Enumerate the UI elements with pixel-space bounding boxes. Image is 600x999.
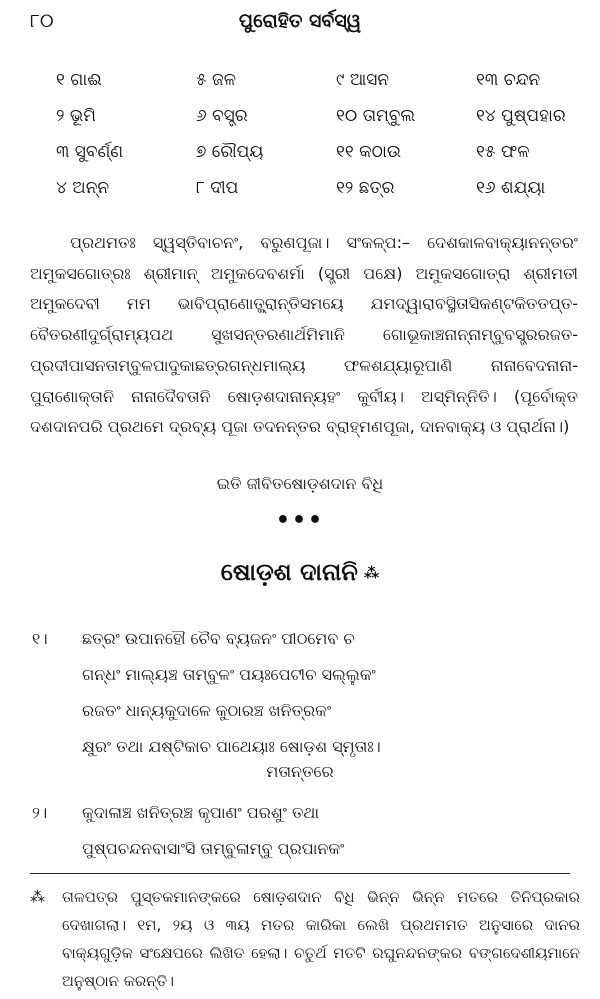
gift-item: ୨ ଭୂମି [56,106,96,126]
verse-line-text: ଗନ୍ଧଂ ମାଲ୍ୟଞ୍ଚ ତାମ୍ବୁଳଂ ପୟଃପେଟୀଚ ସଲ୍ଲୁକଂ [82,665,376,684]
verse-line [30,800,578,826]
verse-line-text: ରଜତଂ ଧାନ୍ୟକୁଦାଳେ କୁଠାରଞ୍ଚ ଖନିତ୍ରକଂ [82,701,332,720]
gift-item: ୧୩ ଚନ୍ଦନ [476,70,541,90]
sub-heading: ଇତି ଜୀବିତଷୋଡ଼ଶଦାନ ବିଧି [216,474,384,493]
page-number: ୮୦ [30,10,54,32]
gift-item: ୯ ଆସନ [336,70,390,90]
footnote-rule [30,873,570,874]
gift-item: ୧୬ ଶଯ୍ୟା [476,178,546,198]
gift-item: ୧୦ ତାମ୍ବୁଲ [336,106,416,126]
verse-line-text: କୁଦାଳାଞ୍ଚ ଖନିତ୍ରଞ୍ଚ କୃପାଣଂ ପରଶୁଂ ତଥା [82,803,320,822]
footnote [30,883,580,995]
running-title: ପୁରୋହିତ ସର୍ବସ୍ୱ [238,10,362,32]
gift-item: ୧୪ ପୁଷ୍ପହାର [476,106,566,126]
procedure-text: ପ୍ରଥମତଃ ସ୍ୱସ୍ତିବାଚନଂ, ବରୁଣପୂଜା। ସଂକଳ୍ପ:– ଦେଶକାଳବାକ୍ୟାନନ୍ତରଂ ଅମୁକସଗୋତ୍ରଃ ଶ୍ରୀମାନ୍ ଅମୁକଦେବଶର୍ମା (ସ୍ତ୍ରୀ ପକ୍ଷେ) ଅମୁକସଗୋତ୍ରା ଶ୍ରୀମତୀ ଅମୁକଦେବୀ ମମ ଭାବିପ୍ରାଣୋତ୍କ୍ରାନ୍ତିସମୟେ ଯମଦ୍ୱାରାବସ୍ଥିତାସିକଣ୍ଟକିତତପ୍ତ-ବୈତରଣୀଦୁର୍ଗ୍ରାମ୍ୟପଥ ସୁଖସନ୍ତରଣାର୍ଥମିମାନି ଗୋଭୂକାଞ୍ଚନାନ୍ନାମ୍ବୁବସ୍ତ୍ରରଜତ-ପ୍ରଦୀପାସନତାମ୍ବୁଳପାଦୁକାଛତ୍ରଗନ୍ଧମାଲ୍ୟ ଫଳଶଯ୍ୟାରୂପାଣି ନାନାବେଦନାନା-ପୁରାଣୋକ୍ତାନି ନାନାଦୈବତାନି ଷୋଡ଼ଶଦାନାନ୍ୟହଂ କୁର୍ବୀୟ। ଅସ୍ମିନ୍ନିତି। (ପୂର୍ବୋକ୍ତ ଦଶଦାନପରି ପ୍ରଥମେ ଦ୍ରବ୍ୟ ପୂଜା ତଦନନ୍ତର ବ୍ରାହ୍ମଣପୂଜା, ଦାନବାକ୍ୟ ଓ ପ୍ରାର୍ଥନା।) [30,233,578,437]
gift-item: ୧ ଗାଈ [56,70,102,90]
gift-item: ୧୫ ଫଳ [476,142,530,162]
gift-item: ୮ ଦୀପ [196,178,239,198]
verse-line-text: ଛତ୍ରଂ ଉପାନହୌ ଚୈବ ବ୍ୟଜନଂ ପୀଠମେବ ଚ [82,629,355,648]
verse-line [30,626,578,652]
verse-line-text: କ୍ଷୁରଂ ତଥା ଯଷ୍ଟିକାଚ ପାଥେୟାଃ ଷୋଡ଼ଶ ସ୍ମୃତାଃ। [82,737,381,756]
section-title [0,558,600,586]
verse-number: ୨। [32,803,48,822]
verse-line [30,836,578,862]
gift-item: ୪ ଅନ୍ନ [56,178,110,198]
asterism-icon: ⁂ [363,564,380,582]
gift-item: ୩ ସୁବର୍ଣ୍ଣ [56,142,124,162]
section-title-text: ଷୋଡ଼ଶ ଦାନାନି [220,558,358,586]
gift-item: ୧୧ କଠାଉ [336,142,402,162]
footnote-text: ତାଳପତ୍ର ପୁସ୍ତକମାନଙ୍କରେ ଷୋଡ଼ଶଦାନ ବିଧି ଭିନ୍ନ ଭିନ୍ନ ମତରେ ତିନିପ୍ରକାର ଦେଖାଗଲା। ୧ମ, ୨ୟ ଓ ୩ୟ ମତର କାରିକା ଲେଖି ପ୍ରଥମମତ ଅନୁସାରେ ଦାନର ବାକ୍ୟଗୁଡ଼ିକ ସଂକ୍ଷେପରେ ଲିଖିତ ହେଲା। ଚତୁର୍ଥ ମତଟି ରଘୁନନ୍ଦନଙ୍କର ବଙ୍ଗଦେଶୀୟମାନେ ଅନୁଷ୍ଠାନ କରନ୍ତି। [62,888,580,990]
gift-item: ୫ ଜଳ [196,70,237,90]
gift-item: ୬ ବସ୍ତ୍ର [196,106,248,126]
page-header [30,10,570,40]
gift-items-list [56,66,576,202]
procedure-paragraph [30,228,578,443]
alternate-view-heading: ମତାନ୍ତରେ [266,762,334,781]
asterism-icon: ⁂ [30,888,45,906]
gift-item: ୧୨ ଛତ୍ର [336,178,395,198]
verse-line [30,698,578,724]
verse-number: ୧। [32,629,48,648]
verse-line [30,734,578,760]
separator-dots: ••• [275,508,325,533]
verse-line [30,662,578,688]
verse-line-text: ପୁଷ୍ପଚନ୍ଦନବାସାଂସି ତାମ୍ବୁଳାମ୍ବୁ ପ୍ରପାନକଂ [82,839,345,858]
gift-item: ୭ ରୌପ୍ୟ [196,142,264,162]
